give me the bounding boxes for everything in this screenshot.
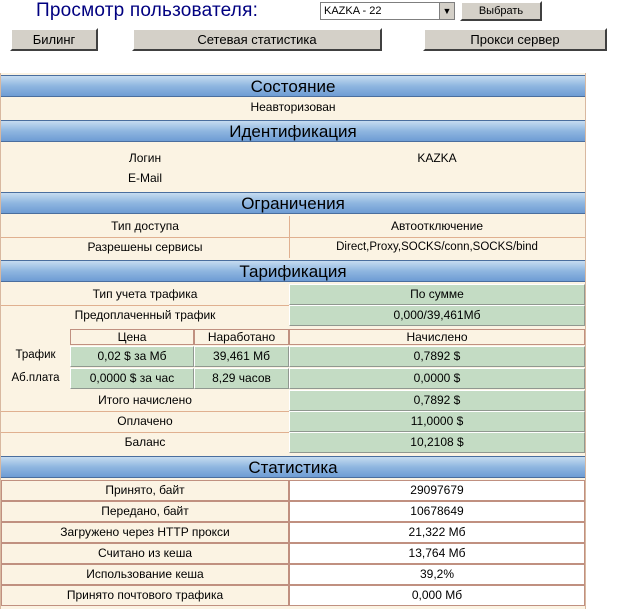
stats-row-value: 21,322 Мб	[289, 522, 585, 543]
total-charged-label: Итого начислено	[98, 393, 192, 407]
stats-row-value: 10678649	[289, 501, 585, 522]
stats-row-label: Принято почтового трафика	[1, 585, 289, 606]
stats-row-value: 13,764 Мб	[289, 543, 585, 564]
table-cell-price: 0,02 $ за Мб	[70, 346, 194, 367]
login-value: KAZKA	[417, 151, 457, 165]
table-cell-charged: 0,7892 $	[289, 346, 585, 367]
user-select[interactable]	[320, 2, 455, 20]
stats-row-value: 29097679	[289, 480, 585, 501]
limits-section-header: Ограничения	[1, 192, 585, 214]
proxy-server-button[interactable]: Прокси сервер	[423, 28, 607, 51]
col-used-header: Наработано	[194, 329, 289, 345]
billing-button[interactable]: Билинг	[10, 28, 98, 51]
access-type-label: Тип доступа	[111, 219, 179, 233]
page-title: Просмотр пользователя:	[36, 0, 259, 21]
status-value: Неавторизован	[250, 100, 336, 114]
stats-row-label: Считано из кеша	[1, 543, 289, 564]
stats-row-label: Загружено через HTTP прокси	[1, 522, 289, 543]
identification-section-header: Идентификация	[1, 120, 585, 142]
table-cell-charged: 0,0000 $	[289, 368, 585, 389]
table-row-label: Аб.плата	[11, 372, 60, 384]
status-section-header: Состояние	[1, 75, 585, 97]
col-price-header: Цена	[70, 329, 194, 345]
choose-button[interactable]: Выбрать	[460, 1, 542, 21]
stats-row-value: 0,000 Мб	[289, 585, 585, 606]
paid-value: 11,0000 $	[289, 411, 585, 432]
table-cell-price: 0,0000 $ за час	[70, 368, 194, 389]
services-value: Direct,Proxy,SOCKS/conn,SOCKS/bind	[336, 241, 538, 253]
traffic-accounting-value: По сумме	[289, 284, 585, 305]
balance-value: 10,2108 $	[289, 432, 585, 453]
total-charged-value: 0,7892 $	[289, 390, 585, 411]
paid-label: Оплачено	[117, 414, 173, 428]
stats-row-label: Принято, байт	[1, 480, 289, 501]
table-cell-used: 39,461 Мб	[194, 346, 289, 367]
table-cell-used: 8,29 часов	[194, 368, 289, 389]
services-label: Разрешены сервисы	[87, 240, 203, 254]
prepaid-value: 0,000/39,461Мб	[289, 305, 585, 326]
col-charged-header: Начислено	[289, 329, 585, 345]
stats-row-label: Использование кеша	[1, 564, 289, 585]
traffic-accounting-label: Тип учета трафика	[92, 287, 198, 301]
login-label: Логин	[128, 151, 162, 165]
email-value	[289, 168, 585, 189]
email-label: E-Mail	[127, 171, 162, 185]
net-stats-button[interactable]: Сетевая статистика	[132, 28, 382, 51]
prepaid-label: Предоплаченный трафик	[74, 308, 216, 322]
tariff-section-header: Тарификация	[1, 260, 585, 282]
access-type-value: Автоотключение	[390, 219, 484, 233]
balance-label: Баланс	[124, 435, 166, 449]
stats-section-header: Статистика	[1, 456, 585, 478]
table-row-label: Трафик	[15, 349, 56, 361]
user-info-panel	[0, 73, 586, 609]
top-bar	[0, 0, 618, 56]
divider	[289, 216, 290, 258]
user-select-value: KAZKA - 22	[324, 5, 382, 17]
chevron-down-icon[interactable]: ▼	[439, 3, 454, 19]
stats-row-value: 39,2%	[289, 564, 585, 585]
stats-row-label: Передано, байт	[1, 501, 289, 522]
